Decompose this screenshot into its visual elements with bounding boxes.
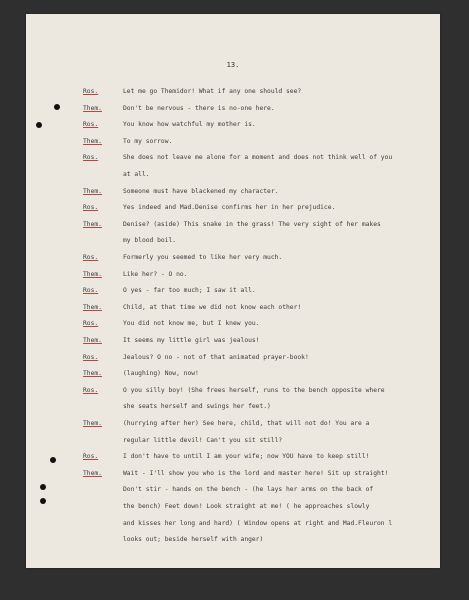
speaker-label: Them. [83,370,102,378]
dialogue-text: Child, at that time we did not know each other! [123,303,302,311]
dialogue-text: To my sorrow. [123,137,173,145]
dialogue-line [26,271,440,286]
dialogue-line [26,503,440,518]
speaker-label: Ros. [83,204,99,212]
speaker-label: Them. [83,337,102,344]
dialogue-line [26,420,440,435]
dialogue-text: at all. [123,171,150,178]
dialogue-line [26,88,440,103]
dialogue-line [26,370,440,385]
dialogue-text: It seems my little girl was jealous! [123,337,260,344]
dialogue-text: O you silly boy! (She frees herself, runs to the bench opposite where [123,386,385,394]
speaker-label: Ros. [83,353,99,361]
dialogue-line [26,437,440,452]
dialogue-line [26,320,440,335]
dialogue-line [26,520,440,535]
dialogue-line [26,171,440,186]
dialogue-text: Wait - I'll show you who is the lord and master here! Sit up straight! [123,469,389,477]
speaker-label: Them. [83,137,102,145]
dialogue-text: Jealous? O no - not of that animated prayer-book! [123,353,309,361]
dialogue-line [26,121,440,136]
dialogue-line [26,337,440,352]
dialogue-text: You did not know me, but I knew you. [123,320,260,328]
dialogue-text: (hurrying after her) See here, child, that will not do! You are a [123,420,370,427]
speaker-label: Ros. [83,254,99,261]
dialogue-text: regular little devil! Can't you sit still? [123,436,283,444]
dialogue-text: Denise? (aside) This snake in the grass! The very sight of her makes [123,220,381,228]
dialogue-line [26,304,440,319]
dialogue-line [26,105,440,120]
dialogue-text: looks out; beside herself with anger) [123,536,264,544]
dialogue-line [26,204,440,219]
speaker-label: Ros. [83,121,99,129]
document-page [26,14,440,568]
dialogue-text: I don't have to until I am your wife; now YOU have to keep still! [123,453,370,461]
dialogue-line [26,453,440,468]
dialogue-line [26,188,440,203]
speaker-label: Them. [83,420,102,427]
dialogue-line [26,221,440,236]
speaker-label: Ros. [83,88,99,95]
dialogue-line [26,470,440,485]
dialogue-text: (laughing) Now, now! [123,370,199,378]
dialogue-text: You know how watchful my mother is. [123,121,256,129]
dialogue-text: Let me go Themidor! What if any one should see? [123,88,302,95]
speaker-label: Them. [83,303,102,311]
dialogue-line [26,486,440,501]
speaker-label: Ros. [83,154,99,162]
dialogue-text: Don't stir - hands on the bench - (he lays her arms on the back of [123,486,374,494]
speaker-label: Ros. [83,287,99,295]
page-number: 13. [226,61,240,69]
dialogue-text: the bench) Feet down! Look straight at me! ( he approaches slowly [123,503,370,510]
speaker-label: Them. [83,104,102,112]
speaker-label: Them. [83,270,102,278]
speaker-label: Them. [83,187,102,195]
dialogue-text: O yes - far too much; I saw it all. [123,287,256,295]
dialogue-text: she seats herself and swings her feet.) [123,403,271,411]
dialogue-line [26,287,440,302]
dialogue-line [26,354,440,369]
dialogue-line [26,254,440,269]
dialogue-text: She does not leave me alone for a moment and does not think well of you [123,154,393,162]
dialogue-line [26,237,440,252]
dialogue-text: my blood boil. [123,237,177,245]
dialogue-text: Don't be nervous - there is no-one here. [123,104,275,112]
dialogue-line [26,387,440,402]
dialogue-line [26,138,440,153]
dialogue-line [26,536,440,551]
dialogue-text: Formerly you seemed to like her very much. [123,254,283,261]
dialogue-line [26,403,440,418]
speaker-label: Ros. [83,320,99,328]
dialogue-text: Like her? - O no. [123,270,188,278]
dialogue-line [26,154,440,169]
dialogue-text: and kisses her long and hard) ( Window opens at right and Mad.Fleuron l [123,519,393,527]
dialogue-text: Someone must have blackened my character. [123,187,279,195]
speaker-label: Them. [83,469,102,477]
speaker-label: Ros. [83,453,99,461]
dialogue-text: Yes indeed and Mad.Denise confirms her in her prejudice. [123,204,336,212]
speaker-label: Them. [83,220,102,228]
speaker-label: Ros. [83,386,99,394]
